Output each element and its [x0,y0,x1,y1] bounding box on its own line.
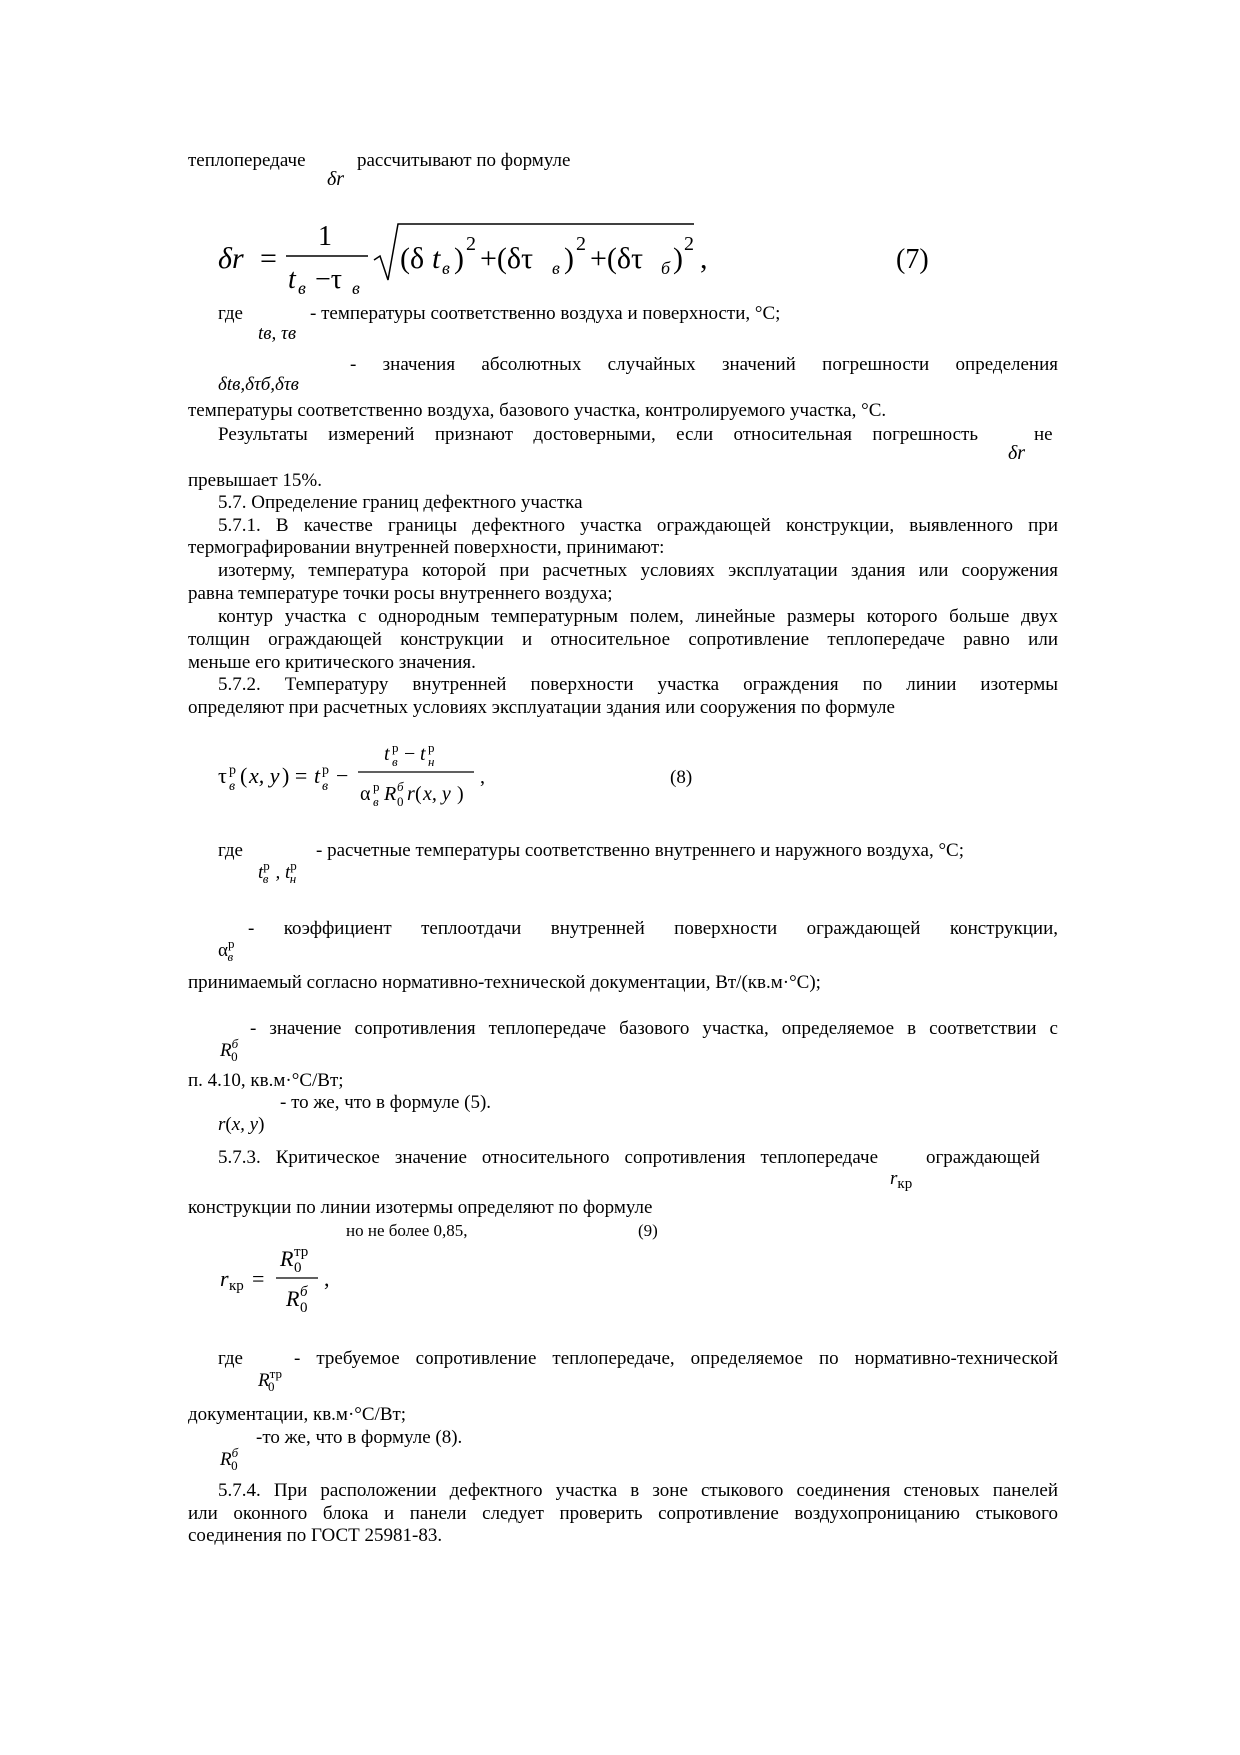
svg-text:в: в [229,779,236,794]
text-line: где [218,303,243,324]
text-line: конструкции по линии изотермы определяют по формуле [188,1197,653,1218]
text-line: меньше его критического значения. [188,652,476,673]
svg-text:t: t [420,743,426,765]
formula-note: но не более 0,85, [346,1221,468,1240]
svg-text:R: R [286,1286,300,1311]
svg-text:R: R [384,783,397,805]
text-line: Результаты измерений признают достоверными, если относительная погрешность [218,424,978,445]
text-line: теплопередаче [188,150,306,171]
svg-text:(δ: (δ [400,242,425,275]
formula-9 [218,1240,348,1321]
svg-text:+(δτ: +(δτ [590,242,644,275]
text-line: не [1034,424,1053,445]
formula-7 [218,218,738,298]
text-line: где [218,1348,243,1369]
svg-text:δr: δr [218,242,244,275]
text-line: толщин ограждающей конструкции и относительное сопротивление теплопередаче равно или [188,629,1058,650]
text-line: документации, кв.м·°С/Вт; [188,1404,407,1425]
svg-text:t: t [432,242,441,275]
svg-text:2: 2 [684,233,694,255]
text-line: - то же, что в формуле (5). [280,1092,492,1113]
svg-text:в: в [392,754,398,769]
equation-number: (9) [638,1221,658,1240]
math-symbol: δr [327,168,345,190]
svg-text:р: р [322,763,329,778]
text-line: принимаемый согласно нормативно-технической документации, Вт/(кв.м·°С); [188,972,821,993]
math-symbol: $t^р_в$ , $t^р_н$ [258,858,297,886]
svg-text:в: в [322,779,329,794]
svg-text:р: р [428,740,435,755]
svg-text:в: в [552,258,560,278]
svg-text:в: в [352,278,360,298]
section-heading: 5.7. Определение границ дефектного участка [218,492,583,513]
text-line: термографировании внутренней поверхности, принимают: [188,537,665,558]
svg-text:2: 2 [466,233,476,255]
svg-text:в: в [373,794,379,809]
svg-text:р: р [392,740,399,755]
math-symbol: δr [1008,442,1026,464]
svg-text:(: ( [240,763,248,788]
text-line: превышает 15%. [188,470,322,491]
text-line: -то же, что в формуле (8). [256,1427,463,1448]
svg-text:) =: ) = [282,763,308,788]
svg-text:0: 0 [300,1300,308,1316]
svg-text:б: б [661,258,671,278]
text-line: - температуры соответственно воздуха и поверхности, °С; [310,303,781,324]
svg-text:): ) [454,242,464,275]
svg-text:тр: тр [294,1244,309,1260]
svg-text:): ) [673,242,683,275]
svg-text:2: 2 [576,233,586,255]
math-symbol: tв, τв [258,323,297,344]
svg-text:б: б [397,779,404,794]
svg-text:−: − [336,763,349,788]
text-line: контур участка с однородным температурным полем, линейные размеры которого больше двух [218,606,1058,627]
svg-text:t: t [384,743,390,765]
svg-text:в: в [442,258,450,278]
text-line: изотерму, температура которой при расчетных условиях эксплуатации здания или сооружения [218,560,1058,581]
text-line: температуры соответственно воздуха, базового участка, контролируемого участка, °С. [188,400,887,421]
equation-number: (7) [896,244,929,275]
svg-text:,: , [480,766,485,788]
text-line: 5.7.4. При расположении дефектного участка в зоне стыкового соединения стеновых панелей [218,1480,1058,1501]
text-line: рассчитывают по формуле [357,150,571,171]
text-line: ограждающей [926,1147,1040,1168]
svg-text:+(δτ: +(δτ [480,242,534,275]
text-line: 5.7.2. Температуру внутренней поверхности участка ограждения по линии изотермы [218,674,1058,695]
svg-text:t: t [314,763,321,788]
text-line: п. 4.10, кв.м·°С/Вт; [188,1070,344,1091]
svg-text:б: б [300,1284,308,1300]
svg-text:α: α [360,783,371,805]
math-symbol: δtв,δτб,δτв [218,374,299,395]
svg-text:1: 1 [318,221,332,252]
svg-text:,: , [324,1266,330,1291]
text-line: - значение сопротивления теплопередаче базового участка, определяемое в соответствии с [250,1018,1058,1039]
formula-8 [218,738,508,815]
text-line: где [218,840,243,861]
math-symbol: $R^{тр}_0$ [258,1366,282,1394]
formula-9-svg [218,1240,348,1316]
math-symbol: $\alpha^р_в$ [218,936,235,964]
equation-number: (8) [670,767,693,788]
math-symbol: $R^б_0$ [220,1445,239,1473]
svg-text:x, y: x, y [249,763,280,788]
text-line: равна температуре точки росы внутреннего воздуха; [188,583,613,604]
text-line: - значения абсолютных случайных значений погрешности определения [350,354,1058,375]
svg-text:−: − [404,743,416,765]
svg-text:кр: кр [229,1278,244,1294]
svg-text:=: = [260,242,277,275]
text-line: - коэффициент теплоотдачи внутренней поверхности ограждающей конструкции, [248,918,1058,939]
svg-text:0: 0 [397,794,404,809]
text-line: определяют при расчетных условиях эксплуатации здания или сооружения по формуле [188,697,895,718]
svg-text:=: = [252,1266,265,1291]
svg-text:): ) [564,242,574,275]
text-line: или оконного блока и панели следует проверить сопротивление воздухопроницанию стыкового [188,1503,1058,1524]
svg-text:н: н [428,754,435,769]
svg-text:−τ: −τ [315,264,343,295]
text-line: 5.7.3. Критическое значение относительного сопротивления теплопередаче [218,1147,878,1168]
svg-text:t: t [288,264,296,295]
svg-text:р: р [373,779,380,794]
text-line: - расчетные температуры соответственно внутреннего и наружного воздуха, °С; [316,840,965,861]
svg-text:R: R [280,1246,294,1271]
svg-text:,: , [700,242,708,275]
text-line: - требуемое сопротивление теплопередаче, определяемое по нормативно-технической [294,1348,1058,1369]
text-line: 5.7.1. В качестве границы дефектного участка ограждающей конструкции, выявленного при [218,515,1058,536]
svg-text:τ: τ [218,763,227,788]
svg-text:р: р [229,763,236,778]
formula-8-svg [218,738,508,810]
math-symbol: $R^б_0$ [220,1036,239,1064]
svg-text:r: r [220,1266,229,1291]
math-symbol: r(x, y) [218,1114,265,1135]
svg-text:x, y: x, y [423,783,451,805]
svg-text:(: ( [415,783,422,805]
svg-text:0: 0 [294,1260,302,1276]
text-line: соединения по ГОСТ 25981-83. [188,1525,443,1546]
svg-text:r: r [407,783,415,805]
formula-7-svg [218,218,738,298]
svg-text:в: в [298,278,306,298]
svg-text:): ) [457,783,464,805]
math-symbol: $r_{кр}$ [890,1168,913,1192]
